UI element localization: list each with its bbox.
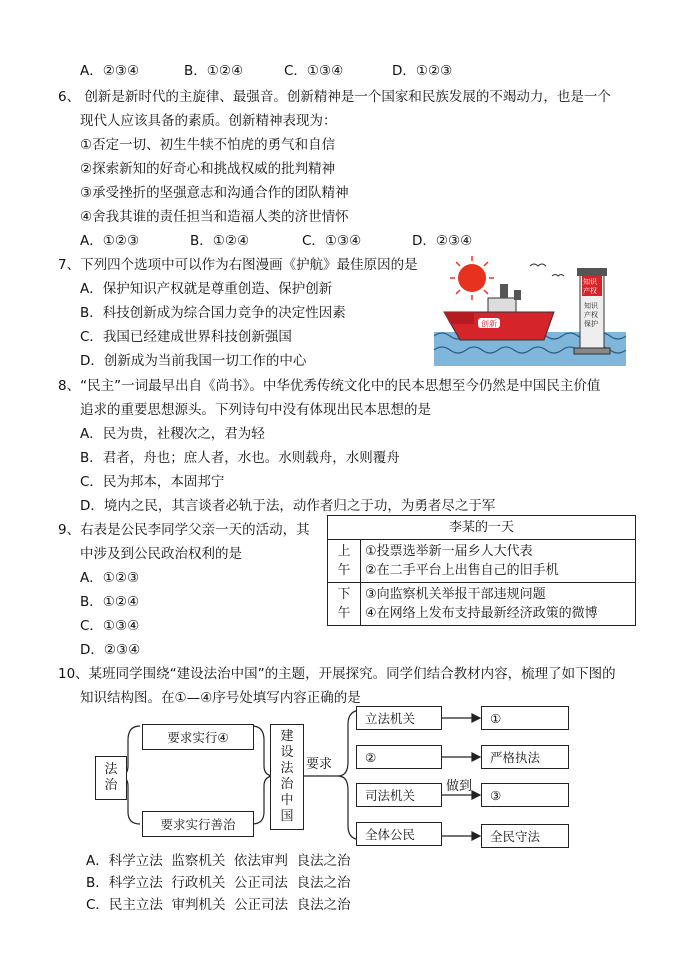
q10-stem-2: 知识结构图。在①—④序号处填写内容正确的是 — [80, 690, 361, 706]
afternoon-label: 下午 — [328, 583, 361, 626]
center-box: 建设法治中国 — [270, 724, 304, 830]
q6-option-a: A．①②③ — [80, 233, 140, 249]
activity-1: ①投票选举新一届乡人大代表 — [365, 544, 533, 559]
q8-stem-2: 追求的重要思想源头。下列诗句中没有体现出民本思想的是 — [80, 402, 431, 418]
q8-option-d: D．境内之民，其言谈者必轨于法，动作者归之于功，为勇者尽之于军 — [80, 498, 496, 514]
right-box-4: 全民守法 — [481, 824, 569, 848]
ship-label: 创新 — [481, 319, 497, 329]
zuodao-label: 做到 — [446, 779, 473, 794]
q9-option-a: A．①②③ — [80, 570, 140, 586]
left-box-1: 立法机关 — [356, 706, 442, 730]
q8-option-a: A．民为贵，社稷次之，君为轻 — [80, 426, 265, 442]
q9-option-d: D．②③④ — [80, 642, 141, 658]
q7-stem: 7、下列四个选项中可以作为右图漫画《护航》最佳原因的是 — [58, 257, 418, 273]
q7-option-b: B．科技创新成为综合国力竞争的决定性因素 — [80, 305, 346, 321]
q5-option-b: B．①②④ — [184, 63, 244, 79]
q6-item-1: ①否定一切、初生牛犊不怕虎的勇气和自信 — [80, 137, 336, 153]
right-box-1: ① — [481, 706, 569, 730]
activity-3: ③向监察机关举报干部违规问题 — [365, 587, 546, 602]
left-box-2: ② — [356, 745, 442, 769]
q6-option-d: D．②③④ — [412, 233, 473, 249]
q5-option-a: A．②③④ — [80, 63, 140, 79]
right-box-3: ③ — [481, 783, 569, 807]
q10-option-a: A．科学立法 监察机关 依法审判 良法之治 — [86, 853, 351, 869]
q9-option-b: B．①②④ — [80, 594, 140, 610]
morning-label: 上午 — [328, 540, 361, 583]
q10-option-b: B．科学立法 行政机关 公正司法 良法之治 — [86, 875, 351, 891]
left-box-4: 全体公民 — [356, 822, 442, 846]
q10-stem-1: 10、某班同学围绕“建设法治中国”的主题，开展探究。同学们结合教材内容，梳理了如下图的 — [58, 666, 616, 682]
tower-label: 知识产权保护 — [434, 254, 440, 255]
activity-2: ②在二手平台上出售自己的旧手机 — [365, 563, 559, 578]
table-title: 李某的一天 — [328, 516, 636, 540]
q6-option-c: C．①③④ — [302, 233, 362, 249]
right-box-2: 严格执法 — [481, 745, 569, 769]
q6-item-3: ③承受挫折的坚强意志和沟通合作的团队精神 — [80, 185, 349, 201]
q8-stem-1: 8、“民主”一词最早出自《尚书》。中华优秀传统文化中的民本思想至今仍然是中国民主价值 — [58, 378, 601, 394]
svg-text:知识产权保护: 知识产权保护 — [584, 302, 598, 328]
q8-option-c: C．民为邦本，本固邦宁 — [80, 474, 225, 490]
q5-option-d: D．①②③ — [392, 63, 453, 79]
q7-option-d: D．创新成为当前我国一切工作的中心 — [80, 353, 307, 369]
q6-option-b: B．①②④ — [190, 233, 250, 249]
activity-4: ④在网络上发布支持最新经济政策的微博 — [365, 606, 598, 621]
q8-option-b: B．君者，舟也；庶人者，水也。水则载舟，水则覆舟 — [80, 450, 400, 466]
q9-stem-1: 9、右表是公民李同学父亲一天的活动，其 — [58, 522, 310, 538]
q7-option-c: C．我国已经建成世界科技创新强国 — [80, 329, 292, 345]
top-requirement-box: 要求实行④ — [142, 724, 254, 750]
bottom-requirement-box: 要求实行善治 — [142, 811, 254, 837]
left-box-3: 司法机关 — [356, 783, 442, 807]
yaoqiu-label: 要求 — [306, 757, 333, 772]
fazhi-box: 法治 — [95, 756, 127, 800]
q6-item-2: ②探索新知的好奇心和挑战权威的批判精神 — [80, 161, 336, 177]
svg-text:知识产权: 知识产权 — [583, 278, 597, 295]
q9-stem-2: 中涉及到公民政治权利的是 — [80, 546, 242, 562]
q6-item-4: ④舍我其谁的责任担当和造福人类的济世情怀 — [80, 209, 349, 225]
q5-option-c: C．①③④ — [284, 63, 344, 79]
q9-option-c: C．①③④ — [80, 618, 140, 634]
q7-option-a: A．保护知识产权就是尊重创造、保护创新 — [80, 281, 333, 297]
q6-stem-1: 6、 创新是新时代的主旋律、最强音。创新精神是一个国家和民族发展的不竭动力，也是一个 — [58, 89, 611, 105]
q10-option-c: C．民主立法 审判机关 公正司法 良法之治 — [86, 897, 351, 913]
q6-stem-2: 现代人应该具备的素质。创新精神表现为： — [80, 113, 337, 129]
